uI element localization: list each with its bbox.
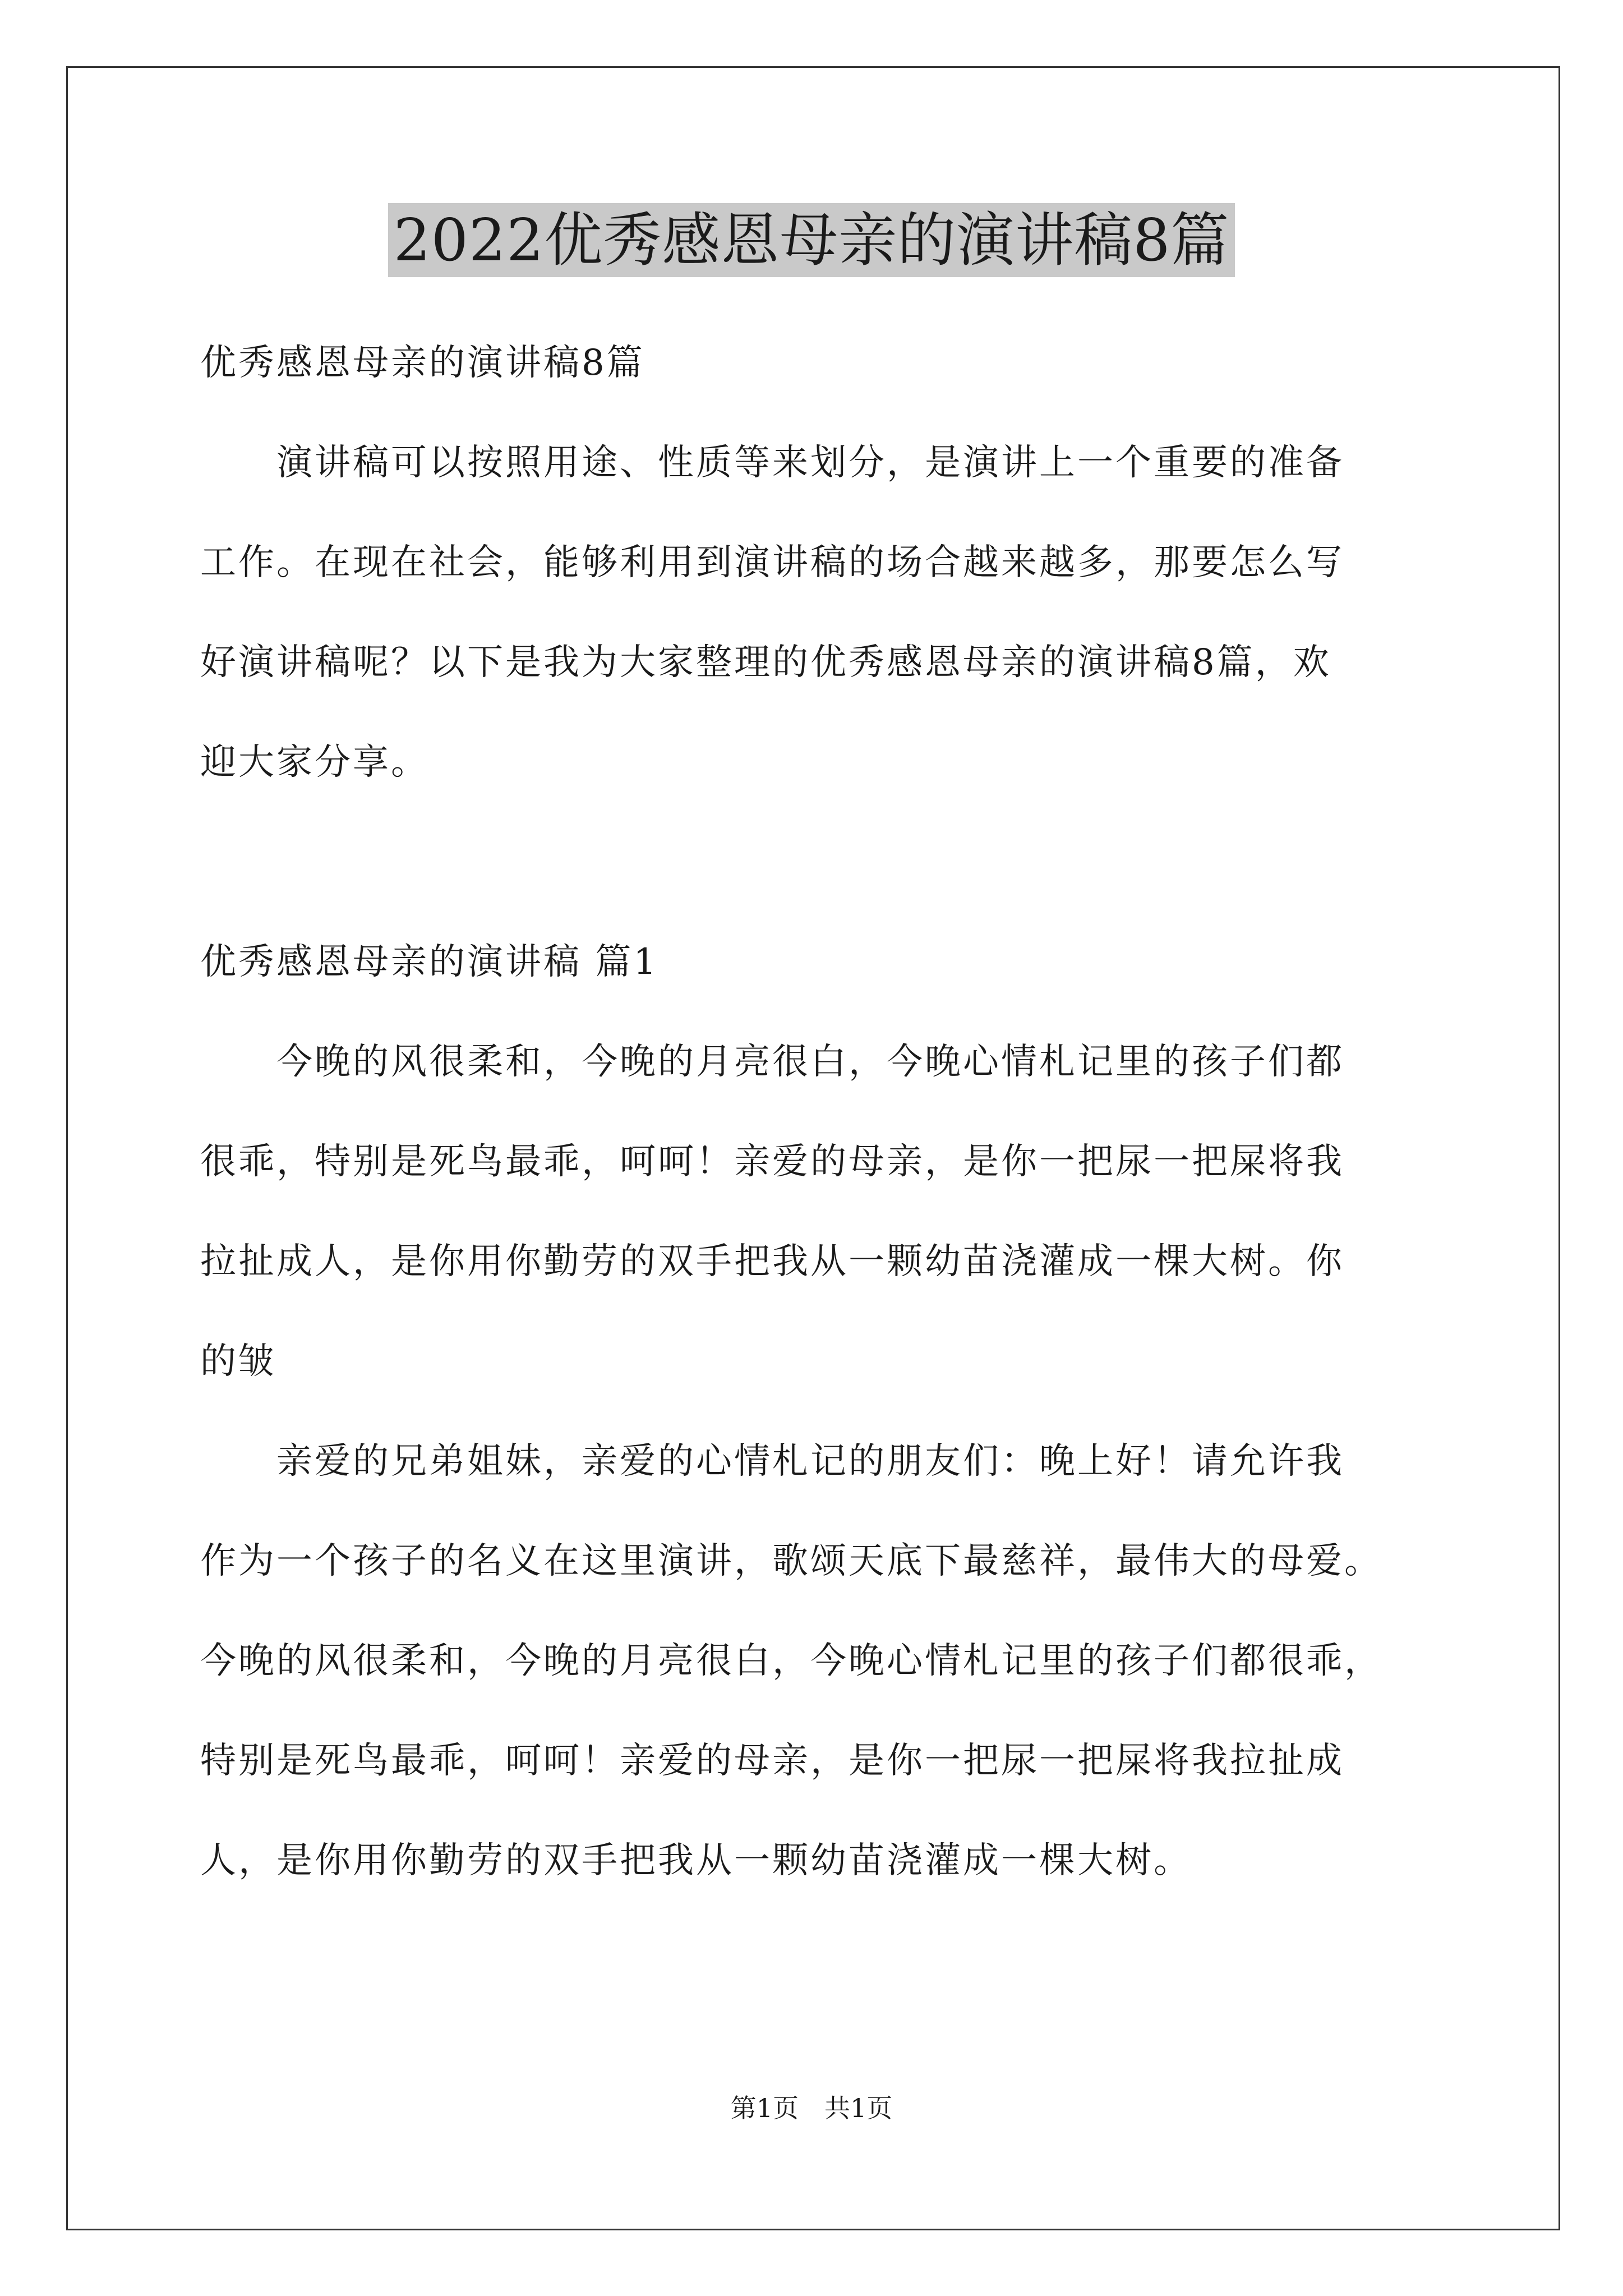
paragraph-line: 的皱 bbox=[200, 1341, 276, 1382]
paragraph-line: 作为一个孩子的名义在这里演讲，歌颂天底下最慈祥，最伟大的母爱。 bbox=[200, 1540, 1382, 1582]
document-body bbox=[200, 313, 1434, 1911]
intro-line: 工作。在现在社会，能够利用到演讲稿的场合越来越多，那要怎么写 bbox=[200, 542, 1344, 583]
intro-line: 演讲稿可以按照用途、性质等来划分，是演讲上一个重要的准备 bbox=[200, 442, 1344, 484]
intro-line: 迎大家分享。 bbox=[200, 742, 429, 783]
document-title bbox=[0, 203, 1623, 277]
paragraph-line: 人，是你用你勤劳的双手把我从一颗幼苗浇灌成一棵大树。 bbox=[200, 1840, 1192, 1881]
section-spacer bbox=[200, 812, 1434, 912]
paragraph-line: 亲爱的兄弟姐妹，亲爱的心情札记的朋友们：晚上好！请允许我 bbox=[200, 1441, 1344, 1482]
paragraph-line: 很乖，特别是死鸟最乖，呵呵！亲爱的母亲，是你一把尿一把屎将我 bbox=[200, 1141, 1344, 1182]
document-title-text: 2022优秀感恩母亲的演讲稿8篇 bbox=[388, 203, 1235, 277]
page-footer bbox=[0, 2091, 1623, 2125]
paragraph-line: 今晚的风很柔和，今晚的月亮很白，今晚心情札记里的孩子们都 bbox=[200, 1041, 1344, 1083]
page-count: 共1页 bbox=[824, 2093, 893, 2123]
page-number: 第1页 bbox=[730, 2093, 799, 2123]
intro-line: 好演讲稿呢？以下是我为大家整理的优秀感恩母亲的演讲稿8篇，欢 bbox=[200, 642, 1331, 683]
section-heading: 优秀感恩母亲的演讲稿 篇1 bbox=[200, 941, 659, 983]
paragraph-line: 特别是死鸟最乖，呵呵！亲爱的母亲，是你一把尿一把屎将我拉扯成 bbox=[200, 1740, 1344, 1782]
paragraph-line: 今晚的风很柔和，今晚的月亮很白，今晚心情札记里的孩子们都很乖， bbox=[200, 1640, 1382, 1682]
subtitle: 优秀感恩母亲的演讲稿8篇 bbox=[200, 342, 645, 384]
paragraph-line: 拉扯成人，是你用你勤劳的双手把我从一颗幼苗浇灌成一棵大树。你 bbox=[200, 1241, 1344, 1282]
